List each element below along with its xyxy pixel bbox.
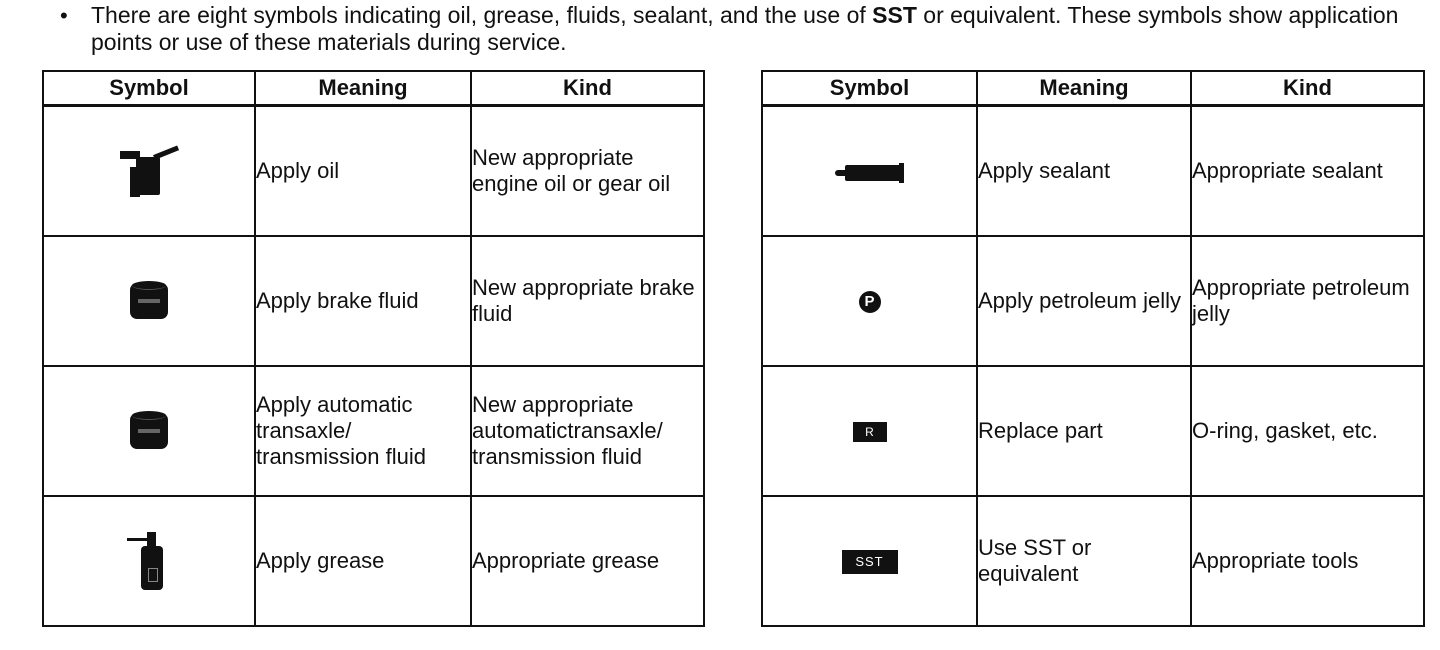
table-row xyxy=(762,106,1424,237)
meaning-cell: Use SST or equivalent xyxy=(977,496,1191,626)
intro-text-before: There are eight symbols indicating oil, grease, fluids, sealant, and the use of xyxy=(91,2,873,28)
meaning-cell: Apply grease xyxy=(255,496,471,626)
replace-part-icon: R xyxy=(853,422,887,442)
table-row xyxy=(43,366,704,496)
header-meaning: Meaning xyxy=(255,71,471,106)
sealant-tube-icon xyxy=(835,161,905,183)
kind-cell: New appropriate automatictransaxle/ transmission fluid xyxy=(471,366,704,496)
header-meaning: Meaning xyxy=(977,71,1191,106)
table-row xyxy=(762,496,1424,626)
intro-sst-bold: SST xyxy=(872,2,917,28)
meaning-cell: Apply sealant xyxy=(977,106,1191,237)
table-header-row xyxy=(762,71,1424,106)
symbol-cell xyxy=(762,496,977,626)
bullet-icon: • xyxy=(60,3,68,28)
table-header-row xyxy=(43,71,704,106)
symbol-cell xyxy=(762,106,977,237)
meaning-cell: Apply brake fluid xyxy=(255,236,471,366)
header-symbol: Symbol xyxy=(43,71,255,106)
intro-paragraph xyxy=(60,2,1430,56)
header-kind: Kind xyxy=(471,71,704,106)
intro-text xyxy=(91,2,1430,56)
symbol-cell xyxy=(43,236,255,366)
oil-can-icon xyxy=(118,145,180,197)
intro-text-after: or equivalent. These symbols show application points or use of these materials during service. xyxy=(91,2,1399,55)
kind-cell: Appropriate tools xyxy=(1191,496,1424,626)
kind-cell: Appropriate petroleum jelly xyxy=(1191,236,1424,366)
kind-cell: O-ring, gasket, etc. xyxy=(1191,366,1424,496)
header-symbol: Symbol xyxy=(762,71,977,106)
symbol-cell xyxy=(43,496,255,626)
meaning-cell: Apply oil xyxy=(255,106,471,237)
header-kind: Kind xyxy=(1191,71,1424,106)
atf-container-icon xyxy=(130,411,168,451)
table-row xyxy=(762,366,1424,496)
kind-cell: Appropriate sealant xyxy=(1191,106,1424,237)
meaning-cell: Replace part xyxy=(977,366,1191,496)
symbols-table-right xyxy=(761,70,1425,627)
kind-cell: New appropriate brake fluid xyxy=(471,236,704,366)
petroleum-jelly-icon: P xyxy=(859,291,881,313)
symbol-cell xyxy=(762,366,977,496)
table-row xyxy=(43,106,704,237)
meaning-cell: Apply automatic transaxle/ transmission fluid xyxy=(255,366,471,496)
kind-cell: Appropriate grease xyxy=(471,496,704,626)
symbol-cell xyxy=(43,106,255,237)
symbol-cell xyxy=(43,366,255,496)
brake-fluid-container-icon xyxy=(130,281,168,321)
table-row xyxy=(43,236,704,366)
sst-icon: SST xyxy=(842,550,898,574)
grease-gun-icon xyxy=(127,532,171,590)
symbols-table-left xyxy=(42,70,705,627)
table-row xyxy=(762,236,1424,366)
meaning-cell: Apply petroleum jelly xyxy=(977,236,1191,366)
kind-cell: New appropriate engine oil or gear oil xyxy=(471,106,704,237)
symbol-cell xyxy=(762,236,977,366)
table-row xyxy=(43,496,704,626)
